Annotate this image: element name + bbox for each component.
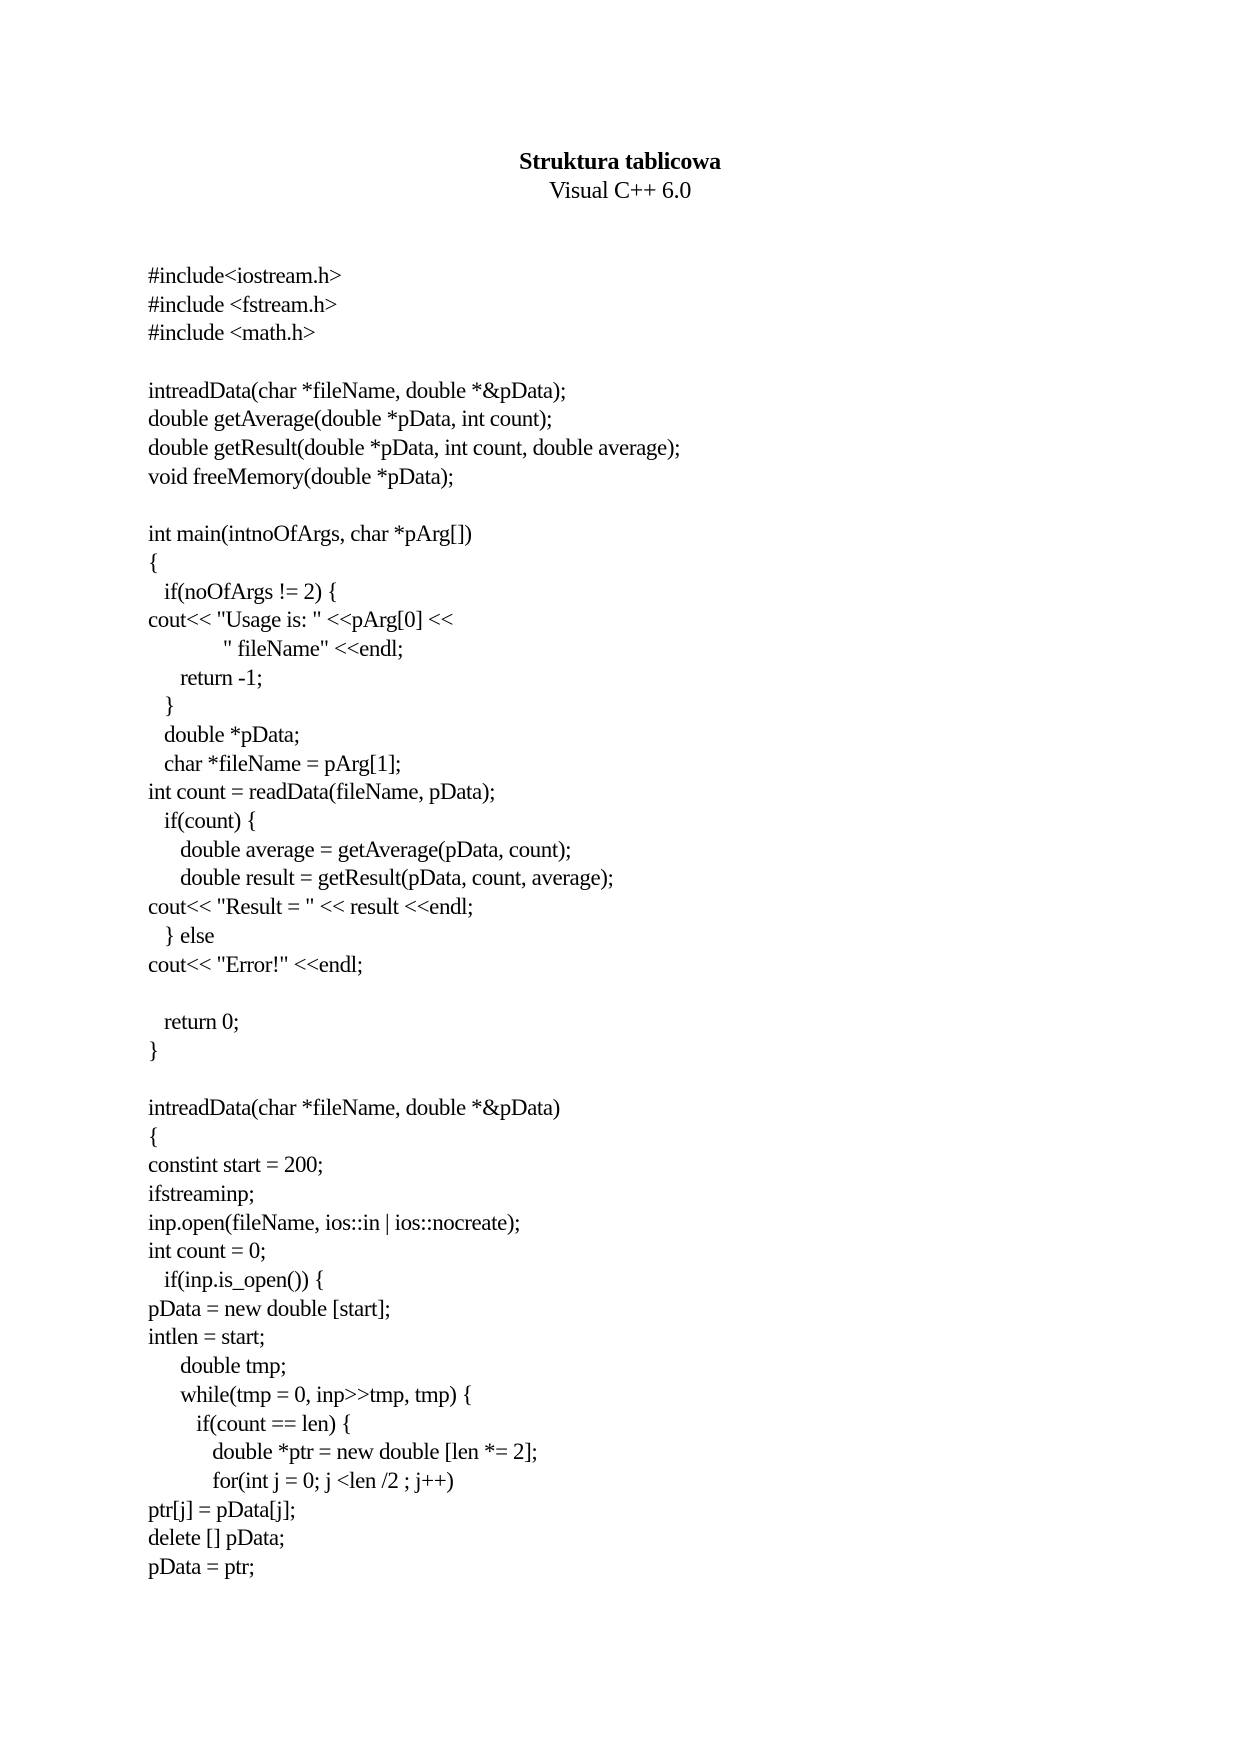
code-line: return -1; <box>148 664 263 690</box>
code-line: if(noOfArgs != 2) { <box>148 578 338 604</box>
code-line: if(count) { <box>148 808 257 834</box>
code-line: } <box>148 1037 159 1063</box>
code-line: } <box>148 693 175 719</box>
document-subtitle: Visual C++ 6.0 <box>548 178 692 204</box>
code-line: { <box>148 549 159 575</box>
code-line: return 0; <box>148 1008 240 1034</box>
code-line: intreadData(char *fileName, double *&pData); <box>148 377 566 403</box>
code-line: while(tmp = 0, inp>>tmp, tmp) { <box>148 1381 473 1407</box>
code-line: cout<< "Error!" <<endl; <box>148 951 363 977</box>
code-line: if(count == len) { <box>148 1410 352 1436</box>
code-line: double *ptr = new double [len *= 2]; <box>148 1439 538 1465</box>
code-line: ifstreaminp; <box>148 1181 255 1206</box>
code-line: double tmp; <box>148 1353 287 1379</box>
code-line: double getAverage(double *pData, int count); <box>148 406 553 432</box>
code-line <box>148 979 680 1008</box>
code-line: double result = getResult(pData, count, average); <box>148 865 614 891</box>
code-line: " fileName" <<endl; <box>148 635 404 661</box>
code-line <box>148 348 680 377</box>
code-line: { <box>148 1123 159 1149</box>
code-line: int main(intnoOfArgs, char *pArg[]) <box>148 521 472 547</box>
code-line: pData = ptr; <box>148 1553 255 1579</box>
code-line: #include<iostream.h> <box>148 263 342 288</box>
code-line: pData = new double [start]; <box>148 1295 391 1321</box>
document-title: Struktura tablicowa <box>519 149 721 175</box>
code-line: #include <fstream.h> <box>148 291 338 317</box>
code-line: double getResult(double *pData, int count, double average); <box>148 435 681 461</box>
code-line: } else <box>148 922 215 948</box>
code-line: #include <math.h> <box>148 320 316 346</box>
document-header <box>0 148 1240 206</box>
code-line: double average = getAverage(pData, count); <box>148 836 572 862</box>
code-line: delete [] pData; <box>148 1525 285 1551</box>
code-line: for(int j = 0; j <len /2 ; j++) <box>148 1467 454 1493</box>
code-line: intreadData(char *fileName, double *&pData) <box>148 1094 560 1120</box>
code-line: intlen = start; <box>148 1324 265 1350</box>
code-line: char *fileName = pArg[1]; <box>148 750 401 776</box>
code-line <box>148 492 680 521</box>
code-line: constint start = 200; <box>148 1152 324 1178</box>
code-line <box>148 1065 680 1094</box>
code-line: cout<< "Result = " << result <<endl; <box>148 894 474 920</box>
code-line: ptr[j] = pData[j]; <box>148 1496 296 1522</box>
code-line: inp.open(fileName, ios::in | ios::nocreate); <box>148 1209 521 1235</box>
code-line: void freeMemory(double *pData); <box>148 463 454 489</box>
code-line: int count = readData(fileName, pData); <box>148 779 496 805</box>
code-line: double *pData; <box>148 722 300 747</box>
code-line: if(inp.is_open()) { <box>148 1267 325 1293</box>
code-listing <box>148 262 680 1582</box>
code-line: int count = 0; <box>148 1238 266 1264</box>
code-line: cout<< "Usage is: " <<pArg[0] << <box>148 607 454 633</box>
